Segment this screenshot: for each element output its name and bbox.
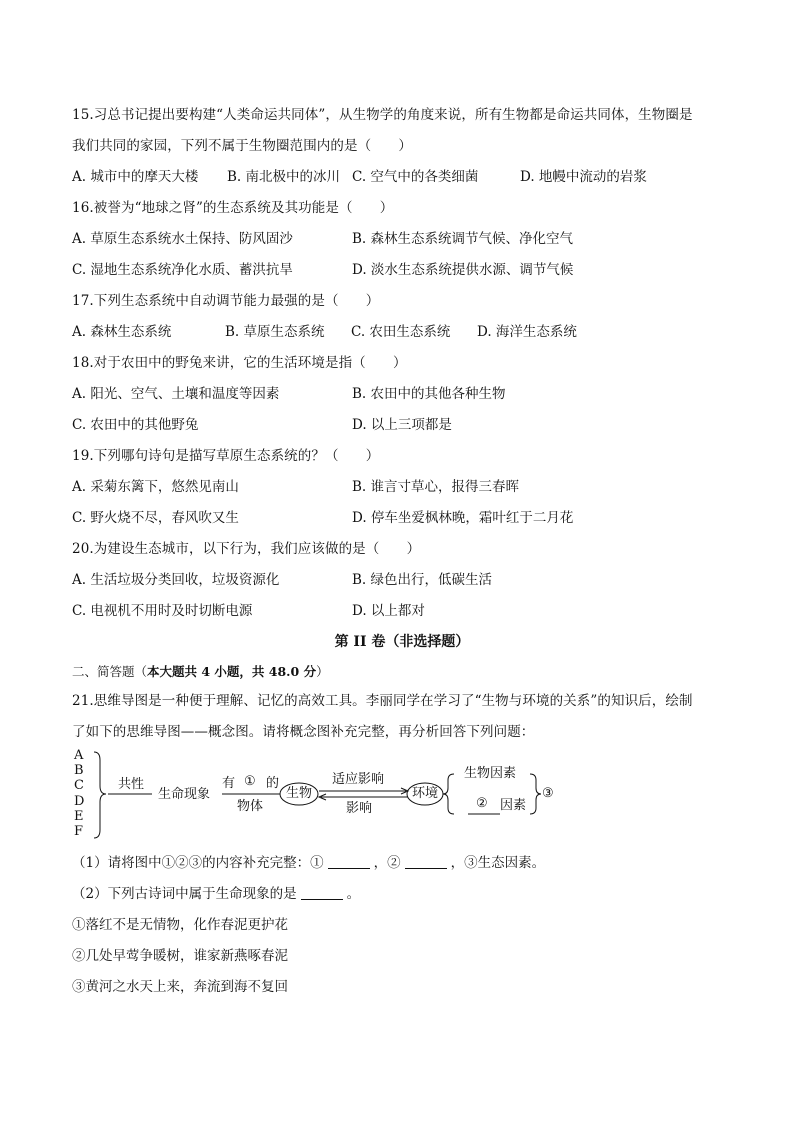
organism-label: 生物 <box>286 786 313 801</box>
q20-option-d: D. 以上都对 <box>352 603 425 619</box>
q18-stem: 18.对于农田中的野兔来讲，它的生活环境是指（ ） <box>72 355 407 371</box>
q16-option-a: A. 草原生态系统水土保持、防风固沙 <box>72 231 293 247</box>
q21-poem-2: ②几处早莺争暖树，谁家新燕啄春泥 <box>72 948 288 964</box>
q21-blank-3 <box>301 885 343 900</box>
q21-sub1-mid1: ，② <box>373 855 401 871</box>
q21-blank-2 <box>405 854 447 869</box>
q18-option-b: B. 农田中的其他各种生物 <box>352 386 506 402</box>
of-label: 的 <box>266 776 280 791</box>
q21-poem-1: ①落红不是无情物，化作春泥更护花 <box>72 917 288 933</box>
biotic-factor-label: 生物因素 <box>464 766 517 781</box>
q15-stem-line1: 15.习总书记提出要构建“人类命运共同体”，从生物学的角度来说，所有生物都是命运共同体，生物圈是 <box>72 107 693 123</box>
letter-c: C <box>74 778 84 793</box>
q16-stem: 16.被誉为“地球之肾”的生态系统及其功能是（ ） <box>72 200 394 216</box>
q18-options-row1 <box>72 379 732 410</box>
q20-option-b: B. 绿色出行，低碳生活 <box>352 572 493 588</box>
letter-a: A <box>74 748 84 763</box>
q17-options <box>72 317 732 348</box>
q15-option-b: B. 南北极中的冰川 <box>227 169 341 185</box>
q17-option-b: B. 草原生态系统 <box>225 324 325 340</box>
section-2-title: 第 II 卷（非选择题） <box>334 634 470 650</box>
q21-sub2-prefix: （2）下列古诗词中属于生命现象的是 <box>72 886 297 902</box>
q15-options <box>72 162 732 193</box>
concept-map <box>72 748 572 848</box>
q18-option-d: D. 以上三项都是 <box>352 417 452 433</box>
q19-options-row2 <box>72 503 732 534</box>
q16-option-c: C. 湿地生态系统净化水质、蓄洪抗旱 <box>72 262 293 278</box>
section-2-heading-suffix: ） <box>316 664 329 679</box>
life-phenomenon-label: 生命现象 <box>158 787 211 802</box>
factor-label: 因素 <box>500 798 527 813</box>
q17-option-a: A. 森林生态系统 <box>72 324 172 340</box>
q21-blank-1 <box>328 854 370 869</box>
q19-option-b: B. 谁言寸草心，报得三春晖 <box>352 479 520 495</box>
affect-label: 影响 <box>346 801 373 816</box>
q21-stem-line1: 21.思维导图是一种便于理解、记忆的高效工具。李丽同学在学习了“生物与环境的关系”的知识后，绘制 <box>72 693 693 709</box>
q20-options-row1 <box>72 565 732 596</box>
q20-option-c: C. 电视机不用时及时切断电源 <box>72 603 253 619</box>
q18-option-c: C. 农田中的其他野兔 <box>72 417 199 433</box>
q21-sub1-prefix: （1）请将图中①②③的内容补充完整：① <box>72 855 324 871</box>
concept-map-lines <box>72 748 572 848</box>
environment-label: 环境 <box>412 786 439 801</box>
q17-option-c: C. 农田生态系统 <box>351 324 451 340</box>
q21-poem-3: ③黄河之水天上来，奔流到海不复回 <box>72 979 288 995</box>
q18-options-row2 <box>72 410 732 441</box>
q15-option-c: C. 空气中的各类细菌 <box>352 169 479 185</box>
q15-option-d: D. 地幔中流动的岩浆 <box>520 169 647 185</box>
common-label: 共性 <box>118 777 145 792</box>
q20-stem: 20.为建设生态城市，以下行为，我们应该做的是（ ） <box>72 541 421 557</box>
adapt-affect-label: 适应影响 <box>332 772 385 787</box>
q21-sub1 <box>72 848 732 879</box>
blank-1-marker: ① <box>244 774 256 789</box>
q16-options-row2 <box>72 255 732 286</box>
q19-option-d: D. 停车坐爱枫林晚，霜叶红于二月花 <box>352 510 574 526</box>
factor-left-brace <box>443 774 454 814</box>
q15-stem-line2: 我们共同的家园，下列不属于生物圈范围内的是（ ） <box>72 138 412 154</box>
section-2-heading <box>72 658 732 686</box>
q21-sub2 <box>72 879 732 910</box>
has-label: 有 <box>222 776 236 791</box>
q21-sub2-suffix: 。 <box>346 886 361 902</box>
blank-2-marker: ② <box>476 796 488 811</box>
q20-option-a: A. 生活垃圾分类回收，垃圾资源化 <box>72 572 280 588</box>
letter-e: E <box>74 809 84 824</box>
q19-option-a: A. 采菊东篱下，悠然见南山 <box>72 479 239 495</box>
q16-option-b: B. 森林生态系统调节气候、净化空气 <box>352 231 574 247</box>
q19-option-c: C. 野火烧不尽，春风吹又生 <box>72 510 239 526</box>
blank-3-marker: ③ <box>542 786 554 801</box>
q21-sub1-mid2: ，③生态因素。 <box>450 855 546 871</box>
letter-b: B <box>74 763 84 778</box>
q18-option-a: A. 阳光、空气、土壤和温度等因素 <box>72 386 280 402</box>
q19-options-row1 <box>72 472 732 503</box>
q17-option-d: D. 海洋生态系统 <box>477 324 577 340</box>
factor-right-brace <box>530 774 541 814</box>
q19-stem: 19.下列哪句诗句是描写草原生态系统的？（ ） <box>72 448 380 464</box>
letter-f: F <box>74 824 84 839</box>
q20-options-row2 <box>72 596 732 627</box>
q21-stem-line2: 了如下的思维导图——概念图。请将概念图补充完整，再分析回答下列问题： <box>72 724 535 740</box>
q16-option-d: D. 淡水生态系统提供水源、调节气候 <box>352 262 574 278</box>
q15-option-a: A. 城市中的摩天大楼 <box>72 169 199 185</box>
section-2-heading-bold: 本大题共 4 小题，共 48.0 分 <box>147 664 317 679</box>
q17-stem: 17.下列生态系统中自动调节能力最强的是（ ） <box>72 293 380 309</box>
section-2-heading-prefix: 二、简答题（ <box>72 664 148 679</box>
q16-options-row1 <box>72 224 732 255</box>
exam-page <box>72 100 732 1003</box>
letter-d: D <box>74 794 85 809</box>
object-label: 物体 <box>237 799 264 814</box>
left-brace <box>94 752 106 838</box>
